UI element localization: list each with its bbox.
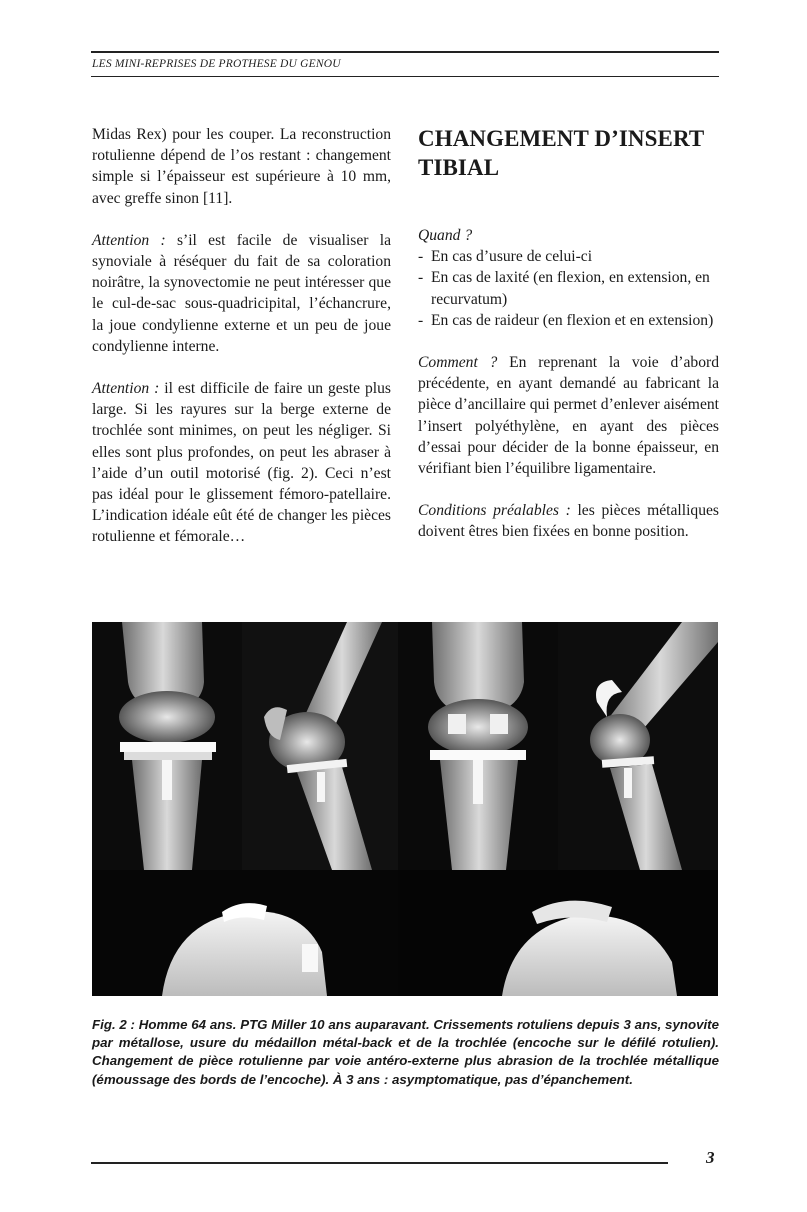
paragraph-comment: [418, 352, 719, 479]
quand-list: [418, 246, 719, 331]
footer-rule: [91, 1162, 668, 1164]
list-item: - En cas d’usure de celui-ci: [418, 248, 593, 266]
paragraph-conditions: [418, 500, 719, 542]
attention-label: Attention :: [92, 231, 166, 249]
section-title: CHANGEMENT D’INSERT TIBIAL: [418, 126, 704, 180]
list-item: - En cas de laxité (en flexion, en extension, en recurvatum): [418, 269, 710, 308]
xray-skyline-preop: [92, 870, 398, 996]
conditions-label: Conditions préalables :: [418, 502, 571, 520]
paragraph-attention-synovectomie: [92, 230, 391, 357]
left-column: [92, 124, 391, 569]
xray-ap-preop: [92, 622, 242, 870]
attention-text: s’il est facile de visualiser la synoviale à réséquer du fait de sa coloration noirâtre, la synovectomie ne peut intéresser que le cul-de-sac sous-quadricipital, l’échancrure, la joue condylienne externe et un peu de joue condylienne interne.: [92, 231, 391, 355]
attention-label: Attention :: [92, 380, 160, 398]
xray-lateral-preop: [242, 622, 398, 870]
paragraph-reconstruction: Midas Rex) pour les couper. La reconstruction rotulienne dépend de l’os restant : changement simple si l’épaisseur est supérieure à 10 mm, avec greffe sinon [11].: [92, 126, 391, 207]
attention-text: il est difficile de faire un geste plus large. Si les rayures sur la berge externe de trochlée sont minimes, on peut les négliger. Si elles sont plus profondes, on peut les abraser à l’aide d’un outil motorisé (fig. 2). Ceci n’est pas idéal pour le glissement fémoro-patellaire. L’indication idéale eût été de changer les pièces rotulienne et fémorale…: [92, 380, 391, 546]
figure-caption: Fig. 2 : Homme 64 ans. PTG Miller 10 ans auparavant. Crissements rotuliens depuis 3 ans, synovite par métallose, usure du médaillon métal-back et de la trochlée (encoche sur le défilé rotulien). Changement de pièce rotulienne par voie antéro-externe plus abrasion de la trochlée métallique (émoussage des bords de l’encoche). À 3 ans : asymptomatique, pas d’épanchement.: [92, 1017, 719, 1087]
header-rule-bottom: [91, 76, 719, 77]
xray-figure: [92, 622, 718, 996]
running-title: LES MINI-REPRISES DE PROTHESE DU GENOU: [92, 58, 341, 70]
comment-text: En reprenant la voie d’abord précédente, en ayant demandé au fabricant la pièce d’ancillaire qui permet d’enlever aisément l’insert polyéthylène, en ayant des pièces d’essai pour décider de la bonne épaisseur, en vérifiant bien l’équilibre ligamentaire.: [418, 354, 719, 478]
conditions-text: les pièces métalliques doivent êtres bien fixées en bonne position.: [418, 502, 719, 541]
header-rule-top: [91, 51, 719, 53]
right-column: [418, 124, 719, 543]
xray-ap-postop: [398, 622, 558, 870]
quand-label: Quand ?: [418, 227, 473, 244]
xray-montage: [92, 622, 718, 996]
comment-label: Comment ?: [418, 354, 498, 372]
xray-lateral-postop: [558, 622, 718, 870]
page-number: 3: [706, 1148, 715, 1167]
list-item: - En cas de raideur (en flexion et en extension): [418, 311, 714, 329]
xray-skyline-postop: [398, 870, 718, 996]
paragraph-attention-trochlee: [92, 378, 391, 548]
